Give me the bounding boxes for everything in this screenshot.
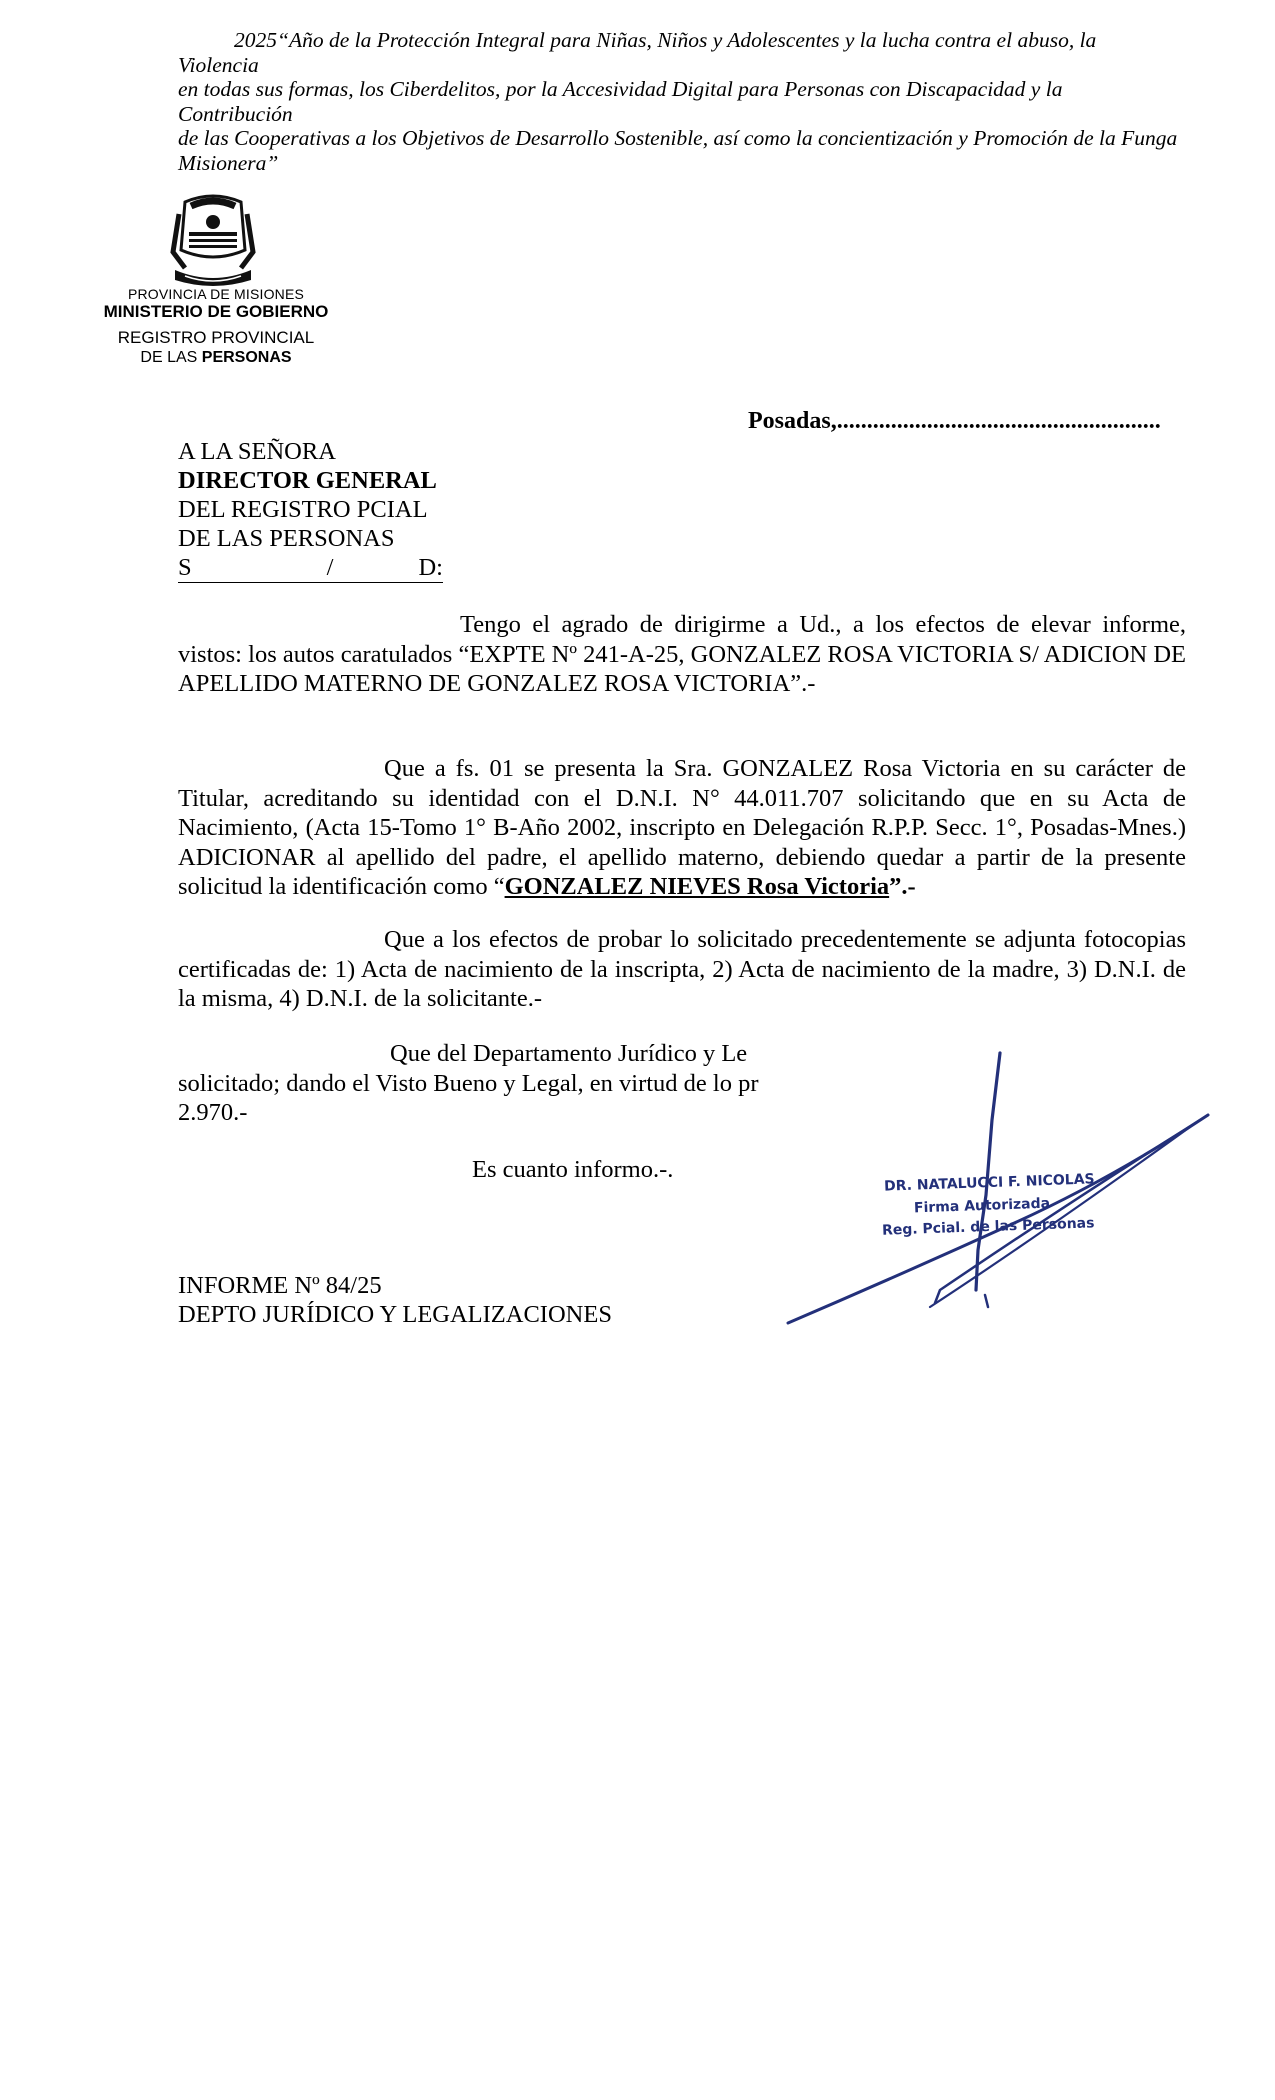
stamp-name: DR. NATALUCCI F. NICOLAS bbox=[883, 1171, 1095, 1195]
paragraph-4-line-2: solicitado; dando el Visto Bueno y Legal, en virtud de lo pr bbox=[178, 1069, 759, 1097]
paragraph-4-line-1: Que del Departamento Jurídico y Le bbox=[390, 1040, 748, 1067]
registry-label-2b: PERSONAS bbox=[201, 349, 292, 366]
new-name: GONZALEZ NIEVES Rosa Victoria bbox=[504, 873, 890, 900]
sd-slash: / bbox=[326, 554, 334, 581]
province-label: PROVINCIA DE MISIONES bbox=[127, 286, 305, 302]
paragraph-2-first: Que a fs. 01 se presenta la Sra. GONZALEZ Rosa Victoria en su carácter de bbox=[384, 755, 1186, 782]
paragraph-2-rest: Titular, acreditando su identidad con el D.N.I. N° 44.011.707 solicitando que en su Acta de Nacimiento, (Acta 15-Tomo 1° B-Año 2002, inscripto en Delegación R.P.P. Secc. 1°, Posadas-Mnes.) ADICIONAR al apellido del padre, el apellido materno, debiendo quedar a partir de la presente solicitud la identificación como “ bbox=[178, 784, 1186, 900]
sd-s: S bbox=[178, 554, 192, 581]
paragraph-3-first: Que a los efectos de probar lo solicitado precedentemente se adjunta fotocopias bbox=[384, 926, 1186, 953]
ministry-label: MINISTERIO DE GOBIERNO bbox=[103, 302, 329, 321]
closing: Es cuanto informo.-. bbox=[472, 1156, 674, 1183]
paragraph-1-rest: vistos: los autos caratulados “EXPTE Nº 241-A-25, GONZALEZ ROSA VICTORIA S/ ADICION DE APELLIDO MATERNO DE GONZALEZ ROSA VICTORIA”.- bbox=[178, 640, 1186, 697]
sd-line bbox=[178, 553, 443, 583]
paragraph-4-line-3: 2.970.- bbox=[178, 1099, 248, 1126]
report-number: INFORME Nº 84/25 bbox=[178, 1272, 382, 1299]
motto-line-2: en todas sus formas, los Ciberdelitos, por la Accesividad Digital para Personas con Discapacidad y la Contribución bbox=[178, 77, 1063, 126]
registry-label-2 bbox=[96, 349, 336, 367]
registry-label: REGISTRO PROVINCIAL bbox=[117, 328, 315, 347]
place-date: Posadas,...................................................... bbox=[748, 408, 1161, 434]
recipient-line-2: DIRECTOR GENERAL bbox=[178, 467, 437, 494]
stamp-institution: Reg. Pcial. de las Personas bbox=[881, 1215, 1095, 1239]
motto-line-1: 2025“Año de la Protección Integral para Niñas, Niños y Adolescentes y la lucha contra el abuso, la Violencia bbox=[178, 28, 1097, 77]
paragraph-2-end: ”.- bbox=[889, 873, 916, 900]
paragraph-1-first: Tengo el agrado de dirigirme a Ud., a los efectos de elevar informe, bbox=[460, 611, 1186, 638]
paragraph-1 bbox=[178, 610, 1186, 699]
recipient-line-4: DE LAS PERSONAS bbox=[178, 525, 395, 552]
provincial-seal-icon bbox=[165, 192, 261, 290]
paragraph-2 bbox=[178, 754, 1186, 902]
motto-line-3: de las Cooperativas a los Objetivos de Desarrollo Sostenible, así como la concientización y Promoción de la Funga bbox=[178, 126, 1178, 150]
paragraph-3 bbox=[178, 925, 1186, 1014]
paragraph-3-rest: certificadas de: 1) Acta de nacimiento de la inscripta, 2) Acta de nacimiento de la madre, 3) D.N.I. de la misma, 4) D.N.I. de la solicitante.- bbox=[178, 955, 1186, 1012]
recipient-line-1: A LA SEÑORA bbox=[178, 438, 336, 465]
recipient-line-3: DEL REGISTRO PCIAL bbox=[178, 496, 428, 523]
motto-line-4: Misionera” bbox=[178, 150, 279, 175]
paragraph-4 bbox=[178, 1039, 778, 1128]
stamp-title: Firma Autorizada bbox=[913, 1195, 1051, 1217]
registry-label-2a: DE LAS bbox=[140, 349, 202, 366]
header-motto bbox=[178, 28, 1178, 175]
department: DEPTO JURÍDICO Y LEGALIZACIONES bbox=[178, 1301, 612, 1328]
sd-d: D: bbox=[418, 554, 443, 581]
